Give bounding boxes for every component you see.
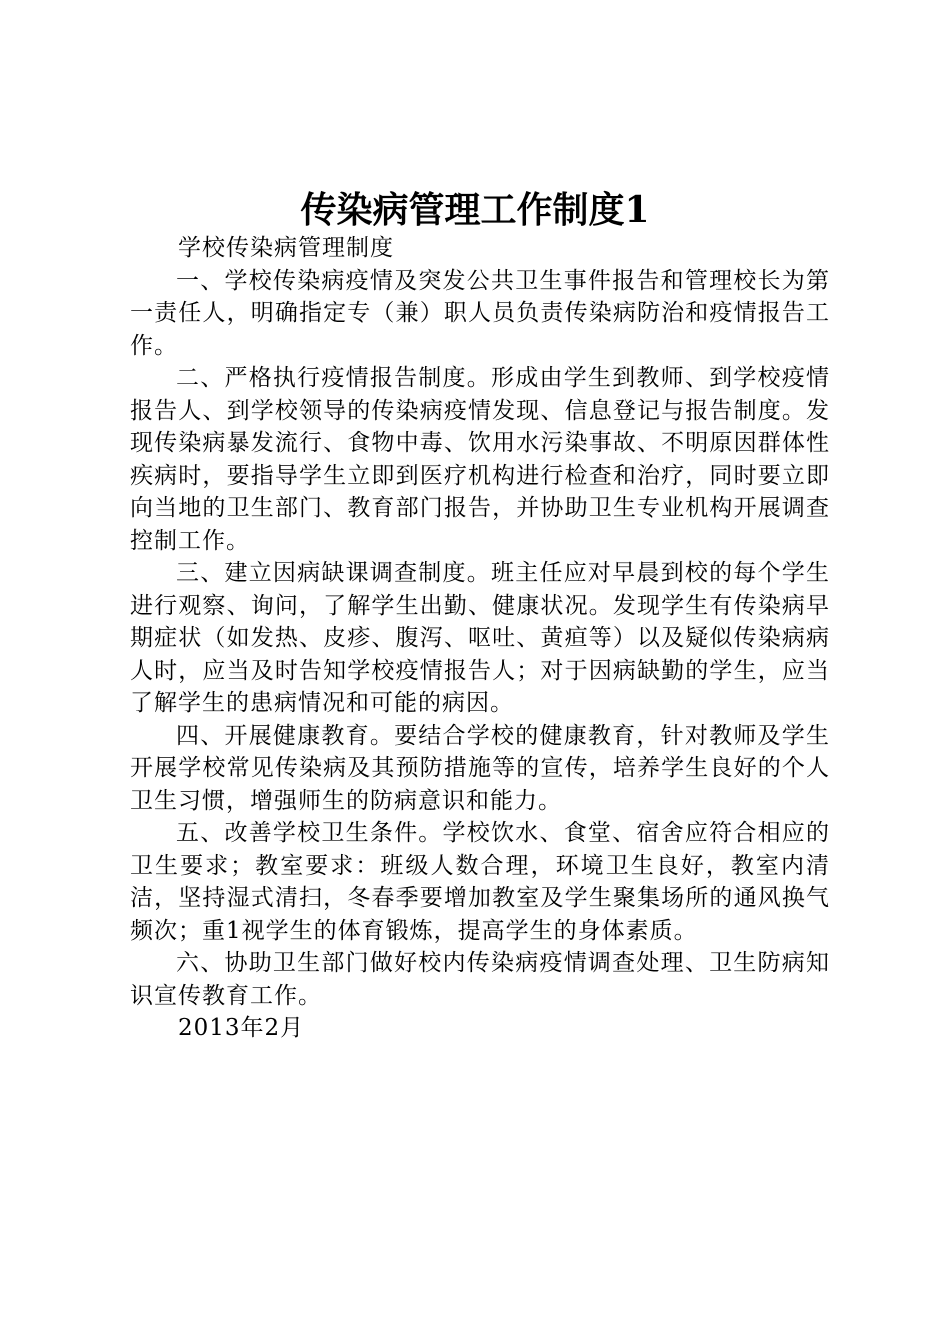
paragraph-6: 六、协助卫生部门做好校内传染病疫情调查处理、卫生防病知识宣传教育工作。 <box>130 950 830 1009</box>
paragraph-2: 二、严格执行疫情报告制度。形成由学生到教师、到学校疫情报告人、到学校领导的传染病疫情发现、信息登记与报告制度。发现传染病暴发流行、食物中毒、饮用水污染事故、不明原因群体性疾病时，要指导学生立即到医疗机构进行检查和治疗，同时要立即向当地的卫生部门、教育部门报告，并协助卫生专业机构开展调查控制工作。 <box>130 365 830 554</box>
document-date: 2013年2月 <box>178 1015 305 1041</box>
document-body <box>130 232 830 1045</box>
paragraph-5: 五、改善学校卫生条件。学校饮水、食堂、宿舍应符合相应的卫生要求；教室要求：班级人数合理，环境卫生良好，教室内清洁，坚持湿式清扫，冬春季要增加教室及学生聚集场所的通风换气频次；重1视学生的体育锻炼，提高学生的身体素质。 <box>130 820 830 944</box>
document-subtitle: 学校传染病管理制度 <box>178 235 394 261</box>
paragraph-1: 一、学校传染病疫情及突发公共卫生事件报告和管理校长为第一责任人，明确指定专（兼）职人员负责传染病防治和疫情报告工作。 <box>130 267 830 359</box>
paragraph-4: 四、开展健康教育。要结合学校的健康教育，针对教师及学生开展学校常见传染病及其预防措施等的宣传，培养学生良好的个人卫生习惯，增强师生的防病意识和能力。 <box>130 722 830 814</box>
paragraph-3: 三、建立因病缺课调查制度。班主任应对早晨到校的每个学生进行观察、询问，了解学生出勤、健康状况。发现学生有传染病早期症状（如发热、皮疹、腹泻、呕吐、黄疸等）以及疑似传染病病人时，应当及时告知学校疫情报告人；对于因病缺勤的学生，应当了解学生的患病情况和可能的病因。 <box>130 560 830 716</box>
document-title: 传染病管理工作制度1 <box>300 189 650 231</box>
